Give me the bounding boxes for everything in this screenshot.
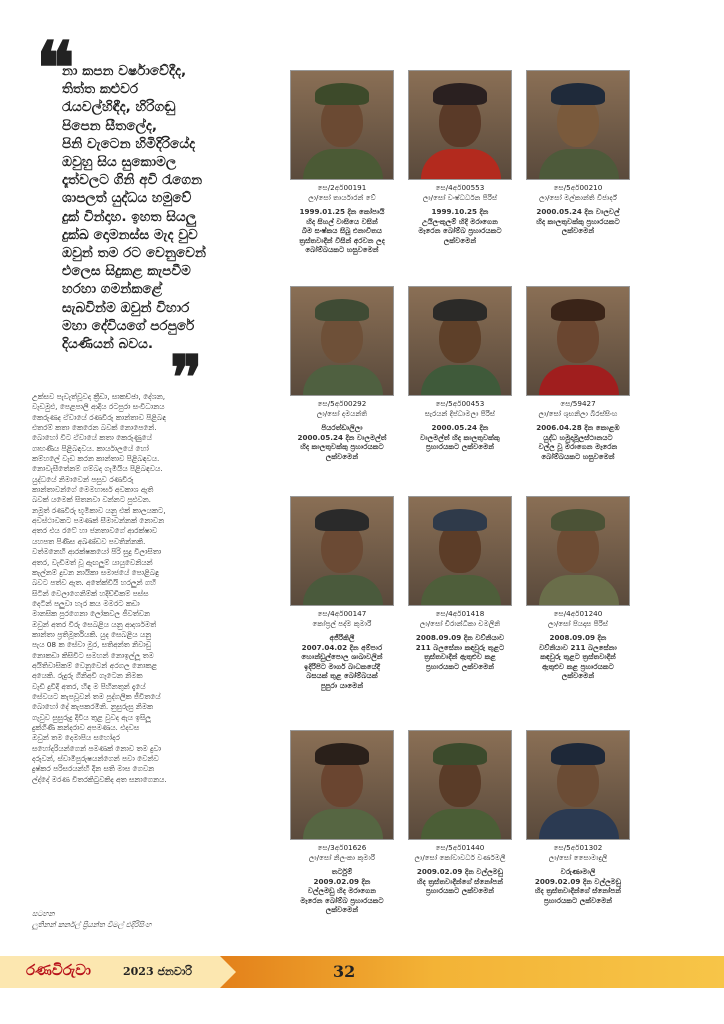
service-number: සෙ/5අර්00453 — [435, 399, 485, 408]
pull-quote-line: හරහා ගමන්කළේ — [62, 281, 163, 298]
pull-quote-line: දෑත්වලට ගිනි අවි රැගෙන — [62, 172, 203, 189]
description-line: වරුණාමාලි — [560, 867, 596, 876]
description-line: වල්ල වූ මරාගෙන මැරෙන — [538, 442, 618, 451]
soldier-id-block — [404, 183, 516, 202]
description-line: හිද සිහල් වාසියෙ වසින් — [306, 216, 378, 226]
description-line: වල්ලමඩු හිද මරාගෙන — [307, 886, 377, 895]
description-line: හිද ත්‍රස්තවාදීන්ගේ ස්නෝපන් — [534, 886, 622, 895]
soldier-card — [404, 730, 516, 896]
soldier-card — [404, 70, 516, 245]
page-footer — [0, 952, 724, 992]
description-line: හිද කාලතුවක්කු ප්‍රහාරයකට — [300, 442, 384, 451]
soldier-portrait — [408, 70, 512, 180]
article-line: කෙරුණද ඒවායේ රණවිරු කාන්තාව පිළිබඳ — [32, 412, 166, 422]
description-line: 2008.09.09 දින වව්නියාව — [415, 633, 505, 642]
soldier-id-block — [404, 399, 516, 418]
soldier-id-block — [286, 843, 398, 862]
article-line: දුක්ගිණි කන්දරාව අපමණය. එදවස — [32, 723, 140, 732]
soldier-name: ලා/සෝ ශුභනිලා බිරස්සිංහ — [538, 408, 618, 418]
soldier-card — [286, 70, 398, 255]
magazine-logo: රණවිරුවා — [26, 961, 91, 979]
description-line: හොන්ඩුල්පොල ශාඛාවලින් — [301, 652, 383, 661]
description-line: ලක්වමෙන් — [561, 226, 595, 235]
soldier-portrait — [290, 496, 394, 606]
soldier-id-block — [286, 183, 398, 202]
soldier-name: කෝප්‍රල් පද්ම කුමාරි — [312, 618, 372, 628]
soldier-portrait — [526, 496, 630, 606]
article-line: වැඩි දුවිදි අතර, හිඳ ම පිහිනතුන් දැයේ — [32, 681, 146, 691]
pull-quote-line: දුක් වින්දාහ. ඉහත සියලු — [62, 208, 197, 225]
article-line: එතරම් කතා කෙරෙන බවක් නොපෙනේ. — [32, 423, 157, 433]
soldier-portrait — [526, 730, 630, 840]
article-line: යුද්ධයේ නිමාවෙන් පසුව රණවිරු — [32, 474, 134, 484]
pull-quote-line: පිපෙන සීතලේද, — [62, 117, 158, 134]
description-line: මැරෙන බෝම්බ ප්‍රහාරයකට — [300, 895, 384, 905]
description-line: ප්‍රහාරයකට ලක්වමෙන් — [425, 886, 495, 895]
description-line: කඳවුරු තුළට ත්‍රස්තවාදීන් — [540, 652, 616, 661]
article-line: කාන්තා ප්‍රතිමූර්තියකි. යුද සෙබළිය යනු — [32, 629, 152, 639]
author-credit — [32, 908, 276, 930]
description-line: ත්‍රස්තවාදීන් විසින් අරවන ලද — [299, 235, 385, 245]
soldier-portrait — [408, 286, 512, 396]
soldier-card — [522, 730, 634, 905]
soldier-description — [286, 867, 398, 915]
article-line: උක්සව පැවැත්වූවද ක්‍රීඩා, සාකච්ඡා, දේශන, — [32, 392, 166, 401]
article-line: ඔවුන් තම දෙමාපිය සහෝදර — [32, 733, 120, 743]
article-line: ගෘහණිය පිළිබඳවය. කාර්යාලයේ හෝ — [32, 443, 149, 453]
description-line: 2009.02.09 දින වල්ලමඩු — [534, 876, 622, 886]
soldier-id-block — [522, 183, 634, 202]
soldier-description — [522, 423, 634, 461]
pull-quote-line: පිනි වැටෙන හිමිදිරියේද — [62, 135, 196, 152]
description-line: 2000.05.24 දින වාලමල්ත් — [297, 432, 387, 442]
article-body — [32, 392, 276, 785]
article-line: පැය 08 ක සේවා මුර, සතිඅන්ත නිවාඩු — [32, 640, 152, 650]
service-number: සෙ/5අර්01302 — [553, 843, 603, 852]
description-line: ඇතුළුව කළ ප්‍රහාරයකට — [542, 661, 614, 671]
issue-date: 2023 ජනවාරි — [123, 965, 192, 978]
soldier-card — [522, 496, 634, 681]
description-line: බෝම්බයකට හසුවමෙන් — [305, 245, 379, 254]
description-line: බෝම්බයකට හසුවමෙන් — [541, 451, 615, 461]
article-line: ල්ද්දේ මරණ විතරකිටුවකිද අත සනාගෙනය. — [32, 774, 167, 784]
pull-quote-line: ශාපලත් යුද්ධය හමුවේ — [62, 190, 192, 207]
description-line: ලක්වමෙන් — [325, 905, 359, 914]
service-number: සෙ/2අර්00191 — [317, 183, 367, 192]
description-line: හිද කාලතුවක්කු ප්‍රහාරයකට — [536, 216, 620, 226]
soldier-portrait — [408, 730, 512, 840]
article-line: යහපත පිණිස අඛණ්ඩව පවතින්නකි. — [32, 536, 146, 546]
soldier-portrait — [290, 70, 394, 180]
soldier-id-block — [286, 609, 398, 628]
soldier-card — [286, 730, 398, 915]
description-line: 2006.04.28 දින කොළඹ — [536, 423, 620, 432]
article-line: කාන්තාවන්ගේ මෙමහාර්ඝ අවකාශ ඇති — [32, 485, 154, 495]
soldier-name: ලා/සෝ වංෂ්ධර්ධන පීරිස් — [422, 192, 498, 202]
soldier-description — [286, 207, 398, 255]
service-number: සෙ/5අර්01440 — [435, 843, 485, 852]
article-line: නොවැසීතේනම් ගම්බද ගැමියිය පිළිබඳවය. — [32, 464, 163, 474]
article-line: මානසික පුරගෙනා ලෝකවල ජීවත්වන — [32, 609, 151, 619]
pull-quote-line: ඔවුන් තම රට වෙනුවෙන් — [62, 245, 207, 262]
article-line: වත්මනෙහි ආරක්ෂකයෝ පිරි සුදු විලාසිතා — [32, 547, 162, 557]
service-number: සෙ/4අර්01240 — [553, 609, 603, 618]
article-line: නොකඩා කිසිවිට සමහන් නොඉල්ලූ තම — [32, 650, 154, 660]
soldier-description — [404, 423, 516, 452]
soldier-portrait — [526, 70, 630, 180]
article-line: දරුවන්, ස්වාමිපුරුෂයන්ගෙන් පවා වෙන්ව — [32, 754, 159, 764]
description-line: 1999.01.25 දින කෝපායි — [299, 207, 385, 216]
description-line: 2008.09.09 දින — [549, 633, 607, 642]
description-line: වව්නියාව 211 බලසේනා — [539, 642, 617, 652]
article-line: සේවයට කැපවූවන් තම පුද්ගලික ජීවිතයේ — [32, 691, 161, 701]
description-line: පියරත්ඩාලිලා — [321, 423, 363, 432]
soldier-card — [404, 496, 516, 671]
description-line: වාලමල්ත් හිද කාලතුවක්කු — [420, 432, 500, 442]
description-line: ලක්වමෙන් — [325, 451, 359, 461]
article-line: බවට පත්ව ඇත. අතේක්වියි හරලුන් ගහි — [32, 578, 156, 588]
article-line: බොහෝ දේ කැපකරමිනි. නුසුරුසු නිමක — [32, 702, 154, 712]
soldier-card — [286, 286, 398, 461]
article-line: බොහෝ විට ඒවායේ කතා කෙරුණුයේ — [32, 433, 152, 443]
soldier-description — [522, 633, 634, 681]
soldier-description — [522, 867, 634, 905]
pull-quote-line: දියණියන් බවය. — [62, 336, 154, 353]
description-line: 2009.02.09 දින — [313, 876, 371, 886]
pull-quote-line: රැයවල්හිඳීද, හිරිගඬු — [62, 99, 176, 116]
soldier-name: ලා/සෝ සෙොමාදුලි — [548, 852, 608, 862]
article-line: අතර, වැඩිමත් වූ ඇඟලුම් යායුවෙනියන් — [32, 557, 153, 567]
article-line: නමුත් රණවිරු භූමිකාව යනු එක් කාලයකට, — [32, 505, 166, 515]
description-line: ත්‍රස්තවාදීන් ඇතුළුව කළ — [424, 652, 496, 661]
pull-quote-line: මහා දේවියගේ පරපුරේ — [62, 317, 195, 334]
soldier-id-block — [404, 609, 516, 628]
pull-quote-line: සැබවින්ම ඔවුන් විහාර — [62, 299, 190, 316]
soldier-name: ලා/සෝ නිලංකා කුමාරි — [308, 852, 376, 862]
article-line: අයිතිවාසිකම් වෙනුවෙන් අරගල නොකළ — [32, 660, 158, 670]
soldier-name: ලා/සෝ මල්කාන්ති විජාර්ද් — [539, 192, 617, 202]
soldier-portrait — [290, 730, 394, 840]
description-line: ප්‍රහාරයකට ලක්වමෙන් — [425, 442, 495, 451]
soldier-name: ලා/සෝ පියදාස පීරිස් — [547, 618, 609, 628]
soldier-name: සැරයන් දීප්ධාමලා පීරිස් — [424, 408, 496, 418]
soldier-description — [404, 633, 516, 671]
soldier-description — [404, 207, 516, 245]
description-line: 2007.04.02 දින අම්පාර — [301, 642, 383, 652]
pull-quote-line: ඔවුහු සිය සුකොමල — [62, 154, 177, 171]
description-line: තර්ටුම් — [331, 867, 353, 876]
service-number: සෙ/4අර්01418 — [435, 609, 485, 618]
soldier-card — [286, 496, 398, 690]
service-number: සෙ/59427 — [560, 399, 596, 408]
soldier-name: ලා/සෝ තාර්යාරන් වේ — [308, 192, 376, 202]
soldier-id-block — [286, 399, 398, 418]
soldier-description — [286, 633, 398, 690]
service-number: සෙ/5අර්00210 — [553, 183, 603, 192]
soldier-portrait — [526, 286, 630, 396]
description-line: හිද ත්‍රස්තවාදීන්ගේ ස්නෝපන් — [416, 876, 504, 886]
soldier-name: ලා/සෝ කෝවාවර්ධ වර්ණමලී — [414, 852, 506, 862]
description-line: 2000.05.24 දින — [431, 423, 489, 432]
soldier-name: ලා/සෝ දමයන්ති — [316, 408, 368, 418]
service-number: සෙ/4අර්00553 — [435, 183, 485, 192]
pull-quote-line: නා කපන වර්ෂාවේදීද, — [62, 63, 187, 79]
article-line: අවස්ථාවකට පමණක් සීමාවන්නක් නොවන — [32, 516, 165, 526]
service-number: සෙ/5අර්00292 — [317, 399, 367, 408]
description-line: මැරෙන බෝම්බ ප්‍රහාරයකට — [418, 226, 502, 235]
article-line: අයෙකි. රුදුරු ගිනිඅවි ගැටෙන නිමක — [32, 671, 143, 681]
article-line: දුෂ්කර පරිසරයන්හි දින සති මාස ගෙවන — [32, 764, 155, 774]
article-line: වැඩමුළු, පෙළපාලි ආදිය රටපුරා සංවිධානය — [32, 402, 165, 412]
soldier-card — [522, 286, 634, 461]
description-line: ලක්වමෙන් — [443, 235, 477, 245]
soldier-name: ලා/සෝ චිරාන්ධිකා චමලිනි — [419, 618, 501, 628]
author-name: ලුතිනන් කර්නල් ප්‍රියන්ත විමල් එදිරිසිංහ — [32, 920, 152, 929]
page-number: 32 — [333, 962, 356, 981]
article-line: බවක් යමෙක් සිතනවා වන්නට පුළුවන. — [32, 495, 152, 505]
service-number: සෙ/4අර්00147 — [317, 609, 367, 618]
description-line: 2009.02.09 දින වල්ලමඩු — [416, 867, 504, 876]
article-line: ඔවුන් අතර විරු සෙබළිය යනු ආදර්ශමත් — [32, 619, 157, 629]
soldier-description — [522, 207, 634, 236]
pull-quote-line: එලෙස සිදුකළ කැපවීම — [62, 263, 191, 280]
soldier-id-block — [522, 609, 634, 628]
soldier-portrait — [408, 496, 512, 606]
soldier-id-block — [522, 399, 634, 418]
soldier-description — [286, 423, 398, 461]
description-line: ප්‍රහාරයකට ලක්වමෙන් — [543, 895, 613, 905]
article-line: සහෝදරියන්ගෙන් පමණක් නොව තම දුවා — [32, 743, 162, 753]
description-line: 1999.10.25 දින — [431, 207, 489, 216]
description-line: 2000.05.24 දින වාලවල් — [536, 207, 620, 216]
soldier-portrait — [290, 286, 394, 396]
open-quote-mark: ❝ — [36, 25, 75, 110]
close-quote-mark: ❞ — [170, 343, 203, 413]
article-line: ගැවුව සුසුරුදු දිවිය තුළ වුවද ඇය ඉසිලූ — [32, 712, 151, 722]
description-line: ප්‍රහාරයකට ලක්වමෙන් — [425, 661, 495, 671]
article-line: සිටින් වෙලාගෙනිම්ක් හදිච්චිකම් පස්ස — [32, 588, 149, 598]
service-number: සෙ/3අර්01626 — [317, 843, 367, 852]
description-line: 211 බලසේනා කඳවුරු තුළට — [415, 642, 505, 652]
pull-quote-line: දුක්ඛ දොමනස්ස මැද වුව — [62, 226, 198, 243]
article-line: අතර එය රටේ හා ජනතාවගේ ආරක්ෂාව — [32, 526, 158, 536]
soldier-card — [404, 286, 516, 452]
description-line: පුපුරා යාමෙන් — [320, 680, 364, 690]
soldier-id-block — [522, 843, 634, 862]
description-line: බිම සංෂ්කය සිබු එනාවිතය — [301, 226, 383, 235]
pull-quote — [62, 62, 270, 353]
description-line: බසයක් තුළ බෝම්බයක් — [306, 671, 378, 680]
article-line: කම්හලේ වැඩ කරන කාන්තාව පිළිබඳවය. — [32, 454, 160, 464]
soldier-description — [404, 867, 516, 896]
author-label: සටහන — [32, 909, 55, 918]
article-line: කැල්නම් දුවන නායිකා සමාජයේ පොළිබඳු — [32, 567, 159, 577]
pull-quote-line: තිත්ත කළුවර — [62, 81, 139, 98]
description-line: යුද්ධ හමුදාමූලස්ථානයට — [543, 432, 613, 442]
description-line: අජිරිකිලී — [329, 633, 355, 642]
description-line: ඉදිරිපිට මාර්ග බාධකයේදී — [303, 661, 380, 671]
article-line: දෙටින් පලුවා හැර කය මමරට කඩා — [32, 598, 140, 608]
soldier-card — [522, 70, 634, 236]
soldier-id-block — [404, 843, 516, 862]
description-line: ලක්වමෙන් — [561, 671, 595, 680]
description-line: උයිලංකුලම් හිදි මරාගෙන — [421, 216, 499, 226]
